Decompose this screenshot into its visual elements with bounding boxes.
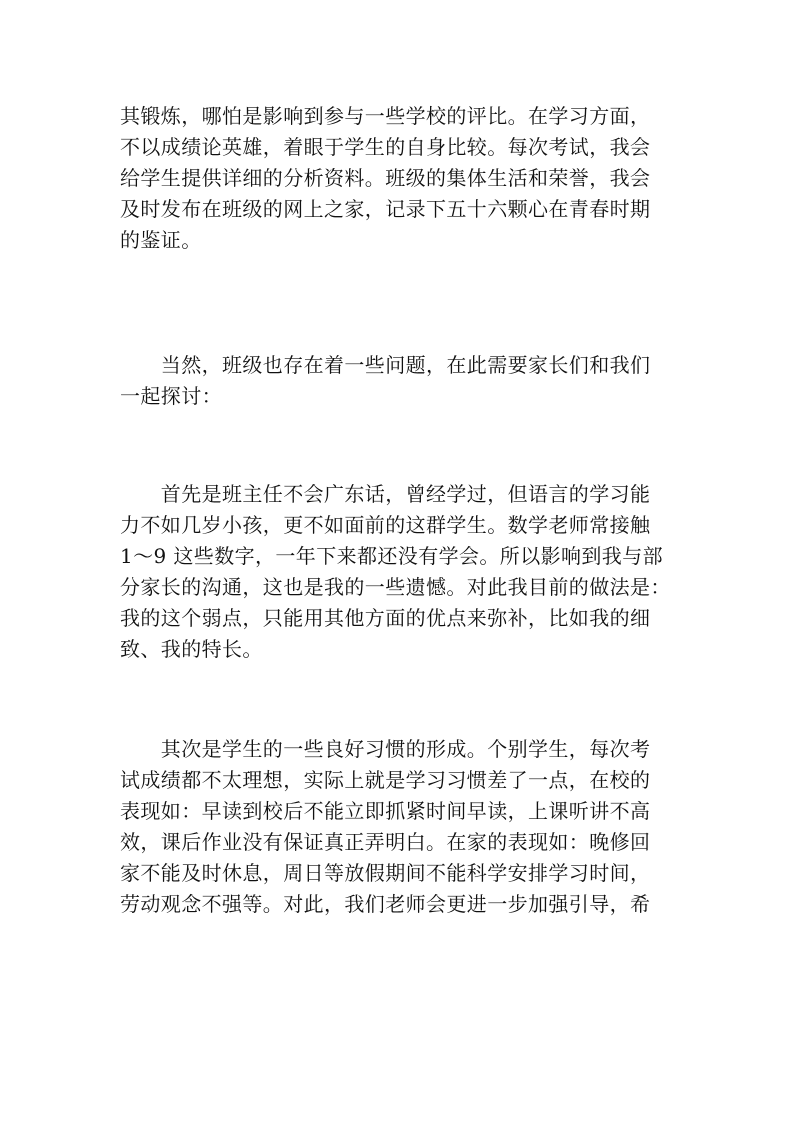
paragraph-language-issue <box>120 479 680 665</box>
text-line: 家不能及时休息，周日等放假期间不能科学安排学习时间， <box>120 861 651 885</box>
paragraph-study-habits <box>120 734 680 920</box>
text-line: 我的这个弱点，只能用其他方面的优点来弥补，比如我的细 <box>120 606 651 630</box>
text-line: 一起探讨： <box>120 384 222 408</box>
text-line: 的鉴证。 <box>120 228 202 252</box>
text-line: 试成绩都不太理想，实际上就是学习习惯差了一点，在校的 <box>120 768 651 792</box>
text-line: 及时发布在班级的网上之家，记录下五十六颗心在青春时期 <box>120 197 651 221</box>
text-line: 力不如几岁小孩，更不如面前的这群学生。数学老师常接触 <box>120 513 651 537</box>
paragraph-school-activities <box>120 101 680 256</box>
text-line: 表现如：早读到校后不能立即抓紧时间早读，上课听讲不高 <box>120 799 651 823</box>
text-line: 效，课后作业没有保证真正弄明白。在家的表现如：晚修回 <box>120 830 651 854</box>
text-line: 给学生提供详细的分析资料。班级的集体生活和荣誉，我会 <box>120 166 651 190</box>
text-line: 首先是班主任不会广东话，曾经学过，但语言的学习能 <box>120 482 651 506</box>
text-line: 当然，班级也存在着一些问题，在此需要家长们和我们 <box>120 353 651 377</box>
text-line: 致、我的特长。 <box>120 637 263 661</box>
text-line: 1～9 这些数字，一年下来都还没有学会。所以影响到我与部 <box>120 544 664 568</box>
text-line: 劳动观念不强等。对此，我们老师会更进一步加强引导，希 <box>120 892 651 916</box>
text-line: 分家长的沟通，这也是我的一些遗憾。对此我目前的做法是： <box>120 575 671 599</box>
text-line: 其锻炼，哪怕是影响到参与一些学校的评比。在学习方面， <box>120 104 651 128</box>
paragraph-class-issues-intro <box>120 350 680 412</box>
text-line: 其次是学生的一些良好习惯的形成。个别学生，每次考 <box>120 737 651 761</box>
text-line: 不以成绩论英雄，着眼于学生的自身比较。每次考试，我会 <box>120 135 651 159</box>
